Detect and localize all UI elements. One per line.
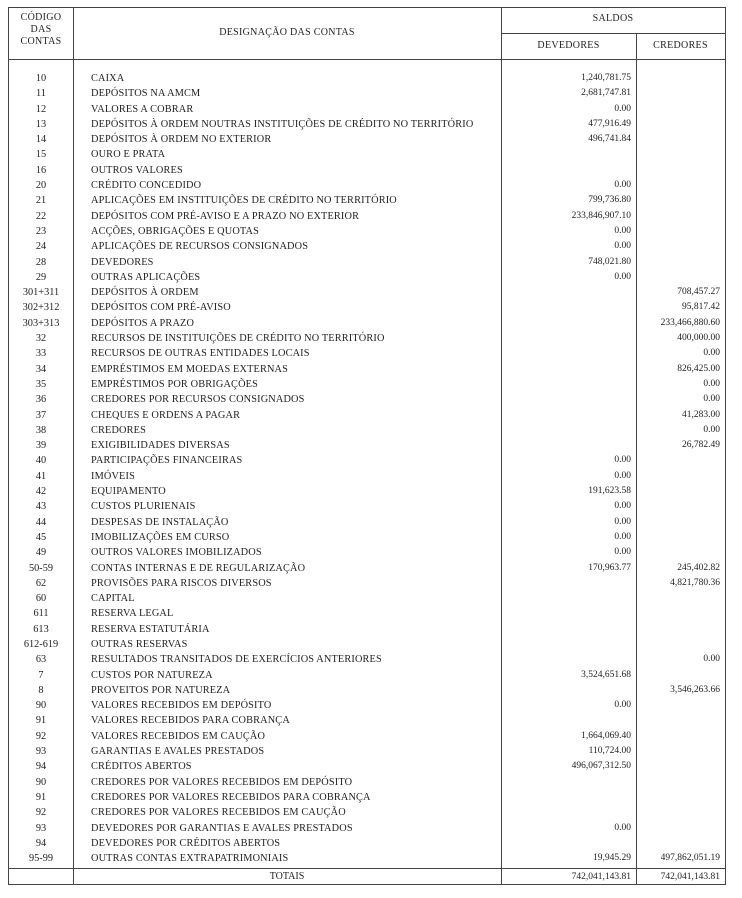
account-name: CUSTOS POR NATUREZA: [91, 669, 213, 681]
account-code: 63: [35, 654, 47, 666]
account-name: RECURSOS DE INSTITUIÇÕES DE CRÉDITO NO TERRITÓRIO: [91, 333, 385, 345]
code-header-line2: DAS: [30, 24, 52, 35]
account-name: EMPRÉSTIMOS POR OBRIGAÇÕES: [91, 378, 258, 390]
table-row: [9, 530, 725, 545]
table-row: [9, 759, 725, 774]
account-code: 22: [35, 210, 47, 222]
devedores-value: 748,021.80: [588, 256, 631, 267]
account-name: IMÓVEIS: [91, 470, 135, 482]
table-row: [9, 652, 725, 667]
table-row: [9, 469, 725, 484]
account-code: 92: [35, 807, 47, 819]
credores-value: 245,402.82: [677, 562, 720, 573]
balance-table: [8, 7, 726, 885]
account-code: 38: [35, 424, 47, 436]
account-code: 29: [35, 271, 47, 283]
saldos-header-rule: [501, 33, 725, 34]
credores-header: CREDORES: [653, 40, 708, 51]
devedores-value: 19,945.29: [593, 853, 631, 864]
table-row: [9, 729, 725, 744]
table-row: [9, 331, 725, 346]
devedores-value: 0.00: [614, 455, 631, 466]
table-row: [9, 408, 725, 423]
credores-value: 41,283.00: [682, 409, 720, 420]
account-name: CREDORES POR VALORES RECEBIDOS PARA COBRANÇA: [91, 791, 371, 803]
table-row: [9, 805, 725, 820]
account-name: OUTROS VALORES: [91, 164, 183, 176]
table-row: [9, 346, 725, 361]
account-name: DEPÓSITOS À ORDEM NOUTRAS INSTITUIÇÕES DE CRÉDITO NO TERRITÓRIO: [91, 118, 474, 130]
account-code: 24: [35, 241, 47, 253]
account-name: CAIXA: [91, 73, 125, 84]
devedores-header: DEVEDORES: [537, 40, 600, 51]
credores-value: 4,821,780.36: [670, 577, 720, 588]
account-name: RECURSOS DE OUTRAS ENTIDADES LOCAIS: [91, 348, 310, 360]
account-name: DEPÓSITOS A PRAZO: [91, 317, 195, 329]
table-row: [9, 209, 725, 224]
devedores-value: 233,846,907.10: [571, 210, 631, 221]
table-row: [9, 255, 725, 270]
account-name: GARANTIAS E AVALES PRESTADOS: [91, 746, 265, 758]
account-code: 16: [35, 164, 47, 176]
devedores-value: 0.00: [614, 531, 631, 542]
account-code: 611: [33, 608, 49, 620]
account-rows: [9, 71, 725, 866]
table-row: [9, 163, 725, 178]
table-row: [9, 438, 725, 453]
table-row: [9, 86, 725, 101]
table-row: [9, 622, 725, 637]
account-code: 42: [35, 486, 47, 498]
account-code: 36: [35, 394, 47, 406]
devedores-value: 1,664,069.40: [581, 730, 631, 741]
account-name: OUTRAS CONTAS EXTRAPATRIMONIAIS: [91, 853, 289, 865]
devedores-value: 799,736.80: [588, 195, 631, 206]
devedores-value: 0.00: [614, 470, 631, 481]
account-name: DEVEDORES POR GARANTIAS E AVALES PRESTADOS: [91, 822, 353, 834]
account-code: 39: [35, 440, 47, 452]
account-code: 301+311: [22, 287, 60, 299]
table-row: [9, 851, 725, 866]
account-name: DEVEDORES POR CRÉDITOS ABERTOS: [91, 837, 281, 849]
account-name: DEPÓSITOS COM PRÉ-AVISO: [91, 302, 231, 314]
account-code: 60: [35, 593, 47, 605]
table-row: [9, 377, 725, 392]
account-name: RESULTADOS TRANSITADOS DE EXERCÍCIOS ANTERIORES: [91, 654, 382, 666]
account-code: 14: [35, 134, 47, 146]
account-code: 41: [35, 470, 47, 482]
credores-value: 0.00: [703, 394, 720, 405]
account-name: DEVEDORES: [91, 256, 154, 268]
account-name: VALORES RECEBIDOS PARA COBRANÇA: [91, 715, 290, 727]
devedores-value: 0.00: [614, 516, 631, 527]
table-row: [9, 423, 725, 438]
account-name: DESPESAS DE INSTALAÇÃO: [91, 516, 229, 528]
table-row: [9, 775, 725, 790]
table-row: [9, 178, 725, 193]
credores-value: 826,425.00: [677, 363, 720, 374]
table-row: [9, 821, 725, 836]
account-name: OURO E PRATA: [91, 149, 166, 161]
account-name: CREDORES POR RECURSOS CONSIGNADOS: [91, 394, 305, 406]
devedores-value: 0.00: [614, 180, 631, 191]
table-row: [9, 591, 725, 606]
account-name: DEPÓSITOS À ORDEM: [91, 287, 199, 299]
account-code: 93: [35, 746, 47, 758]
devedores-value: 191,623.58: [588, 486, 631, 497]
credores-value: 0.00: [703, 654, 720, 665]
account-code: 612-619: [23, 638, 59, 650]
devedores-value: 496,067,312.50: [571, 761, 631, 772]
table-row: [9, 637, 725, 652]
account-name: APLICAÇÕES EM INSTITUIÇÕES DE CRÉDITO NO TERRITÓRIO: [91, 195, 397, 207]
devedores-value: 0.00: [614, 225, 631, 236]
devedores-value: 0.00: [614, 241, 631, 252]
code-column-header: [9, 12, 73, 48]
account-code: 35: [35, 378, 47, 390]
table-row: [9, 545, 725, 560]
account-name: PROVISÕES PARA RISCOS DIVERSOS: [91, 577, 272, 589]
credores-value: 26,782.49: [682, 440, 720, 451]
table-row: [9, 515, 725, 530]
table-row: [9, 362, 725, 377]
account-name: ACÇÕES, OBRIGAÇÕES E QUOTAS: [91, 225, 259, 237]
code-header-line3: CONTAS: [20, 36, 62, 47]
table-row: [9, 713, 725, 728]
account-name: OUTRAS APLICAÇÕES: [91, 271, 201, 283]
table-row: [9, 744, 725, 759]
table-row: [9, 499, 725, 514]
totals-credores: 742,041,143.81: [660, 872, 720, 882]
totals-devedores: 742,041,143.81: [571, 872, 631, 882]
account-code: 302+312: [22, 302, 60, 314]
account-name: CREDORES POR VALORES RECEBIDOS EM CAUÇÃO: [91, 807, 346, 819]
account-name: VALORES RECEBIDOS EM DEPÓSITO: [91, 700, 272, 712]
credores-value: 400,000.00: [677, 333, 720, 344]
account-code: 93: [35, 822, 47, 834]
account-name: CHEQUES E ORDENS A PAGAR: [91, 409, 241, 421]
devedores-value: 3,524,651.68: [581, 669, 631, 680]
account-name: EXIGIBILIDADES DIVERSAS: [91, 440, 230, 452]
account-code: 28: [35, 256, 47, 268]
account-code: 11: [36, 88, 46, 100]
table-row: [9, 790, 725, 805]
account-name: EMPRÉSTIMOS EM MOEDAS EXTERNAS: [91, 363, 289, 375]
devedores-value: 0.00: [614, 822, 631, 833]
table-row: [9, 484, 725, 499]
account-code: 44: [35, 516, 47, 528]
table-row: [9, 193, 725, 208]
table-row: [9, 117, 725, 132]
account-code: 94: [35, 837, 47, 849]
account-code: 32: [35, 333, 47, 345]
code-header-line1: CÓDIGO: [20, 12, 62, 23]
credores-value: 497,862,051.19: [660, 853, 720, 864]
account-name: OUTROS VALORES IMOBILIZADOS: [91, 547, 262, 559]
account-name: VALORES RECEBIDOS EM CAUÇÃO: [91, 730, 266, 742]
account-code: 49: [35, 547, 47, 559]
account-code: 90: [35, 776, 47, 788]
account-name: PROVEITOS POR NATUREZA: [91, 684, 231, 696]
credores-value: 95,817.42: [682, 302, 720, 313]
account-code: 62: [35, 577, 47, 589]
account-name: EQUIPAMENTO: [91, 486, 166, 498]
credores-value: 0.00: [703, 424, 720, 435]
credores-value: 708,457.27: [677, 287, 720, 298]
account-name: IMOBILIZAÇÕES EM CURSO: [91, 531, 230, 543]
account-code: 21: [35, 195, 47, 207]
account-name: APLICAÇÕES DE RECURSOS CONSIGNADOS: [91, 241, 309, 253]
account-name: CAPITAL: [91, 593, 135, 605]
account-code: 7: [38, 669, 44, 681]
account-name: VALORES A COBRAR: [91, 103, 194, 115]
credores-value: 0.00: [703, 348, 720, 359]
saldos-header: SALDOS: [592, 13, 634, 24]
totals-label: TOTAIS: [269, 871, 305, 882]
devedores-value: 496,741.84: [588, 134, 631, 145]
account-name: CRÉDITOS ABERTOS: [91, 761, 192, 773]
table-row: [9, 836, 725, 851]
account-code: 90: [35, 700, 47, 712]
table-row: [9, 147, 725, 162]
credores-value: 3,546,263.66: [670, 684, 720, 695]
account-code: 15: [35, 149, 47, 161]
devedores-value: 170,963.77: [588, 562, 631, 573]
table-row: [9, 561, 725, 576]
devedores-value: 0.00: [614, 547, 631, 558]
account-name: CREDORES: [91, 424, 146, 436]
devedores-value: 110,724.00: [588, 746, 631, 757]
devedores-value: 0.00: [614, 103, 631, 114]
account-code: 43: [35, 501, 47, 513]
account-code: 91: [35, 715, 47, 727]
account-code: 37: [35, 409, 47, 421]
table-row: [9, 71, 725, 86]
table-row: [9, 270, 725, 285]
account-code: 40: [35, 455, 47, 467]
table-row: [9, 698, 725, 713]
account-name: CUSTOS PLURIENAIS: [91, 501, 196, 513]
account-name: OUTRAS RESERVAS: [91, 638, 188, 650]
account-code: 23: [35, 225, 47, 237]
account-name: RESERVA ESTATUTÁRIA: [91, 623, 210, 635]
table-row: [9, 285, 725, 300]
table-row: [9, 606, 725, 621]
account-code: 94: [35, 761, 47, 773]
account-code: 613: [33, 623, 49, 635]
account-name: PARTICIPAÇÕES FINANCEIRAS: [91, 455, 243, 467]
account-code: 10: [35, 73, 47, 84]
account-name: CRÉDITO CONCEDIDO: [91, 180, 202, 192]
account-code: 91: [35, 791, 47, 803]
devedores-value: 1,240,781.75: [581, 73, 631, 83]
table-row: [9, 239, 725, 254]
table-row: [9, 668, 725, 683]
account-name: RESERVA LEGAL: [91, 608, 174, 620]
account-code: 34: [35, 363, 47, 375]
totals-row: [9, 869, 725, 885]
account-name: DEPÓSITOS NA AMCM: [91, 88, 201, 100]
account-code: 303+313: [22, 317, 60, 329]
account-code: 33: [35, 348, 47, 360]
account-code: 95-99: [28, 853, 54, 865]
devedores-value: 0.00: [614, 501, 631, 512]
table-row: [9, 102, 725, 117]
devedores-value: 2,681,747.81: [581, 88, 631, 99]
header-bottom-rule: [9, 59, 725, 60]
account-name: DEPÓSITOS COM PRÉ-AVISO E A PRAZO NO EXTERIOR: [91, 210, 360, 222]
account-code: 13: [35, 118, 47, 130]
devedores-value: 0.00: [614, 271, 631, 282]
designation-column-header: DESIGNAÇÃO DAS CONTAS: [219, 27, 355, 38]
account-name: CREDORES POR VALORES RECEBIDOS EM DEPÓSITO: [91, 776, 353, 788]
account-code: 8: [38, 684, 44, 696]
table-row: [9, 683, 725, 698]
table-row: [9, 576, 725, 591]
account-name: CONTAS INTERNAS E DE REGULARIZAÇÃO: [91, 562, 306, 574]
credores-value: 0.00: [703, 378, 720, 389]
devedores-value: 0.00: [614, 700, 631, 711]
table-row: [9, 453, 725, 468]
account-code: 20: [35, 180, 47, 192]
table-row: [9, 132, 725, 147]
devedores-value: 477,916.49: [588, 118, 631, 129]
table-row: [9, 316, 725, 331]
account-code: 12: [35, 103, 47, 115]
account-name: DEPÓSITOS À ORDEM NO EXTERIOR: [91, 134, 272, 146]
credores-value: 233,466,880.60: [660, 317, 720, 328]
account-code: 92: [35, 730, 47, 742]
account-code: 45: [35, 531, 47, 543]
table-row: [9, 300, 725, 315]
account-code: 50-59: [28, 562, 54, 574]
table-row: [9, 392, 725, 407]
table-row: [9, 224, 725, 239]
